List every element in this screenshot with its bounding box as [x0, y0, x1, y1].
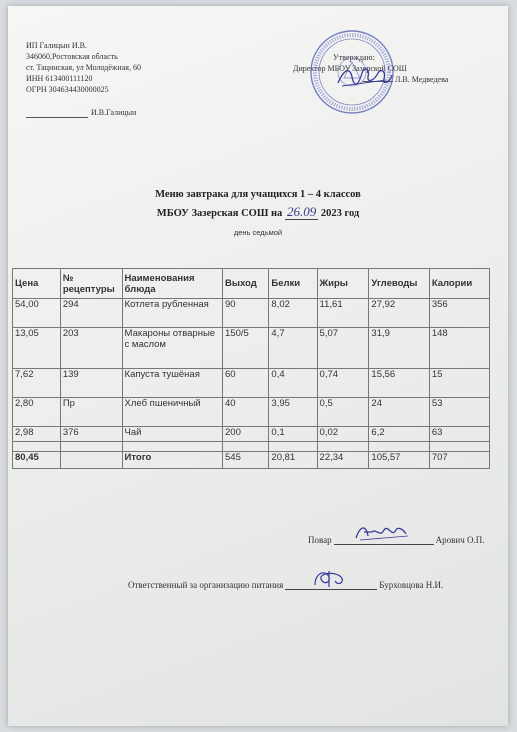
cell-output: 90 [223, 299, 269, 328]
cell-carbs: 6,2 [369, 427, 429, 442]
header-fat: Жиры [317, 269, 369, 299]
menu-title: Меню завтрака для учащихся 1 – 4 классов [155, 189, 361, 200]
menu-table [12, 268, 490, 469]
cell-fat: 0,02 [317, 427, 369, 442]
cell-protein: 4,7 [269, 328, 317, 369]
school-prefix: МБОУ Зазерская СОШ на [156, 208, 283, 219]
cook-label: Повар [308, 535, 332, 545]
cell-dish: Хлеб пшеничный [122, 398, 222, 427]
handwritten-date: 26.09 [286, 204, 317, 219]
director-signature [334, 61, 394, 91]
table-row [13, 328, 490, 369]
sender-inn: ИНН 613400111120 [26, 74, 93, 83]
responsible-signature-line [128, 577, 443, 590]
cell-protein: 0,1 [269, 427, 317, 442]
cell-fat: 0,74 [317, 369, 369, 398]
sender-signature-name: И.В.Галицын [91, 108, 137, 117]
cell-output: 150/5 [223, 328, 269, 369]
table-header-row [13, 269, 490, 299]
cell-dish: Капуста тушёная [122, 369, 222, 398]
total-protein: 20,81 [269, 452, 317, 469]
cell-calories: 356 [429, 299, 489, 328]
cell-price: 54,00 [13, 299, 61, 328]
cell-recipe: 139 [60, 369, 122, 398]
responsible-label: Ответственный за организацию питания [128, 580, 284, 590]
menu-subtitle [8, 204, 508, 220]
cell-recipe: 203 [60, 328, 122, 369]
cell-output: 60 [223, 369, 269, 398]
cell-calories: 15 [429, 369, 489, 398]
header-price: Цена [13, 269, 61, 299]
day-label: день седьмой [233, 228, 283, 237]
sender-name: ИП Галицын И.В. [26, 41, 87, 50]
document-page [8, 6, 508, 726]
table-empty-row [13, 442, 490, 452]
cell-carbs: 27,92 [369, 299, 429, 328]
table-row [13, 398, 490, 427]
cell-recipe: 376 [60, 427, 122, 442]
cell-carbs: 15,56 [369, 369, 429, 398]
cell-carbs: 31,9 [369, 328, 429, 369]
cell-recipe: 294 [60, 299, 122, 328]
cell-calories: 148 [429, 328, 489, 369]
approval-position: Директор МБОУ Зазерской СОШ [293, 64, 407, 73]
sender-block [26, 40, 141, 118]
table-row [13, 369, 490, 398]
responsible-signature [285, 567, 377, 589]
cell-fat: 0,5 [317, 398, 369, 427]
table-total-row [13, 452, 490, 469]
cell-recipe: Пр [60, 398, 122, 427]
cell-calories: 63 [429, 427, 489, 442]
table-row [13, 299, 490, 328]
responsible-name: Бурховцова Н.И. [379, 580, 444, 590]
cell-protein: 0,4 [269, 369, 317, 398]
cell-output: 200 [223, 427, 269, 442]
cell-price: 13,05 [13, 328, 61, 369]
cell-fat: 5,07 [317, 328, 369, 369]
cell-dish: Чай [122, 427, 222, 442]
header-protein: Белки [269, 269, 317, 299]
cell-protein: 8,02 [269, 299, 317, 328]
total-output: 545 [223, 452, 269, 469]
sender-signature-line [26, 107, 141, 118]
cell-fat: 11,61 [317, 299, 369, 328]
cell-calories: 53 [429, 398, 489, 427]
approval-label: Утверждаю: [333, 53, 375, 62]
cell-output: 40 [223, 398, 269, 427]
cook-signature [334, 522, 434, 544]
header-output: Выход [223, 269, 269, 299]
cell-price: 7,62 [13, 369, 61, 398]
total-price: 80,45 [13, 452, 61, 469]
header-calories: Калории [429, 269, 489, 299]
cook-name: Арович О.П. [435, 535, 485, 545]
table-row [13, 427, 490, 442]
total-label: Итого [122, 452, 222, 469]
year-suffix: 2023 год [320, 208, 360, 219]
approval-name: Л.В. Медведева [395, 75, 449, 84]
sender-address-1: 346060,Ростовская область [26, 52, 118, 61]
header-dish: Наименования блюда [122, 269, 222, 299]
cell-price: 2,80 [13, 398, 61, 427]
cell-dish: Котлета рубленная [122, 299, 222, 328]
header-carbs: Углеводы [369, 269, 429, 299]
cell-carbs: 24 [369, 398, 429, 427]
sender-address-2: ст. Тацинская, ул Молодёжная, 60 [26, 63, 141, 72]
total-carbs: 105,57 [369, 452, 429, 469]
cell-protein: 3,95 [269, 398, 317, 427]
header-recipe: № рецептуры [60, 269, 122, 299]
total-fat: 22,34 [317, 452, 369, 469]
cook-signature-line [308, 532, 484, 545]
total-calories: 707 [429, 452, 489, 469]
cell-dish: Макароны отварные с маслом [122, 328, 222, 369]
cell-price: 2,98 [13, 427, 61, 442]
sender-ogrn: ОГРН 304634430000025 [26, 85, 109, 94]
